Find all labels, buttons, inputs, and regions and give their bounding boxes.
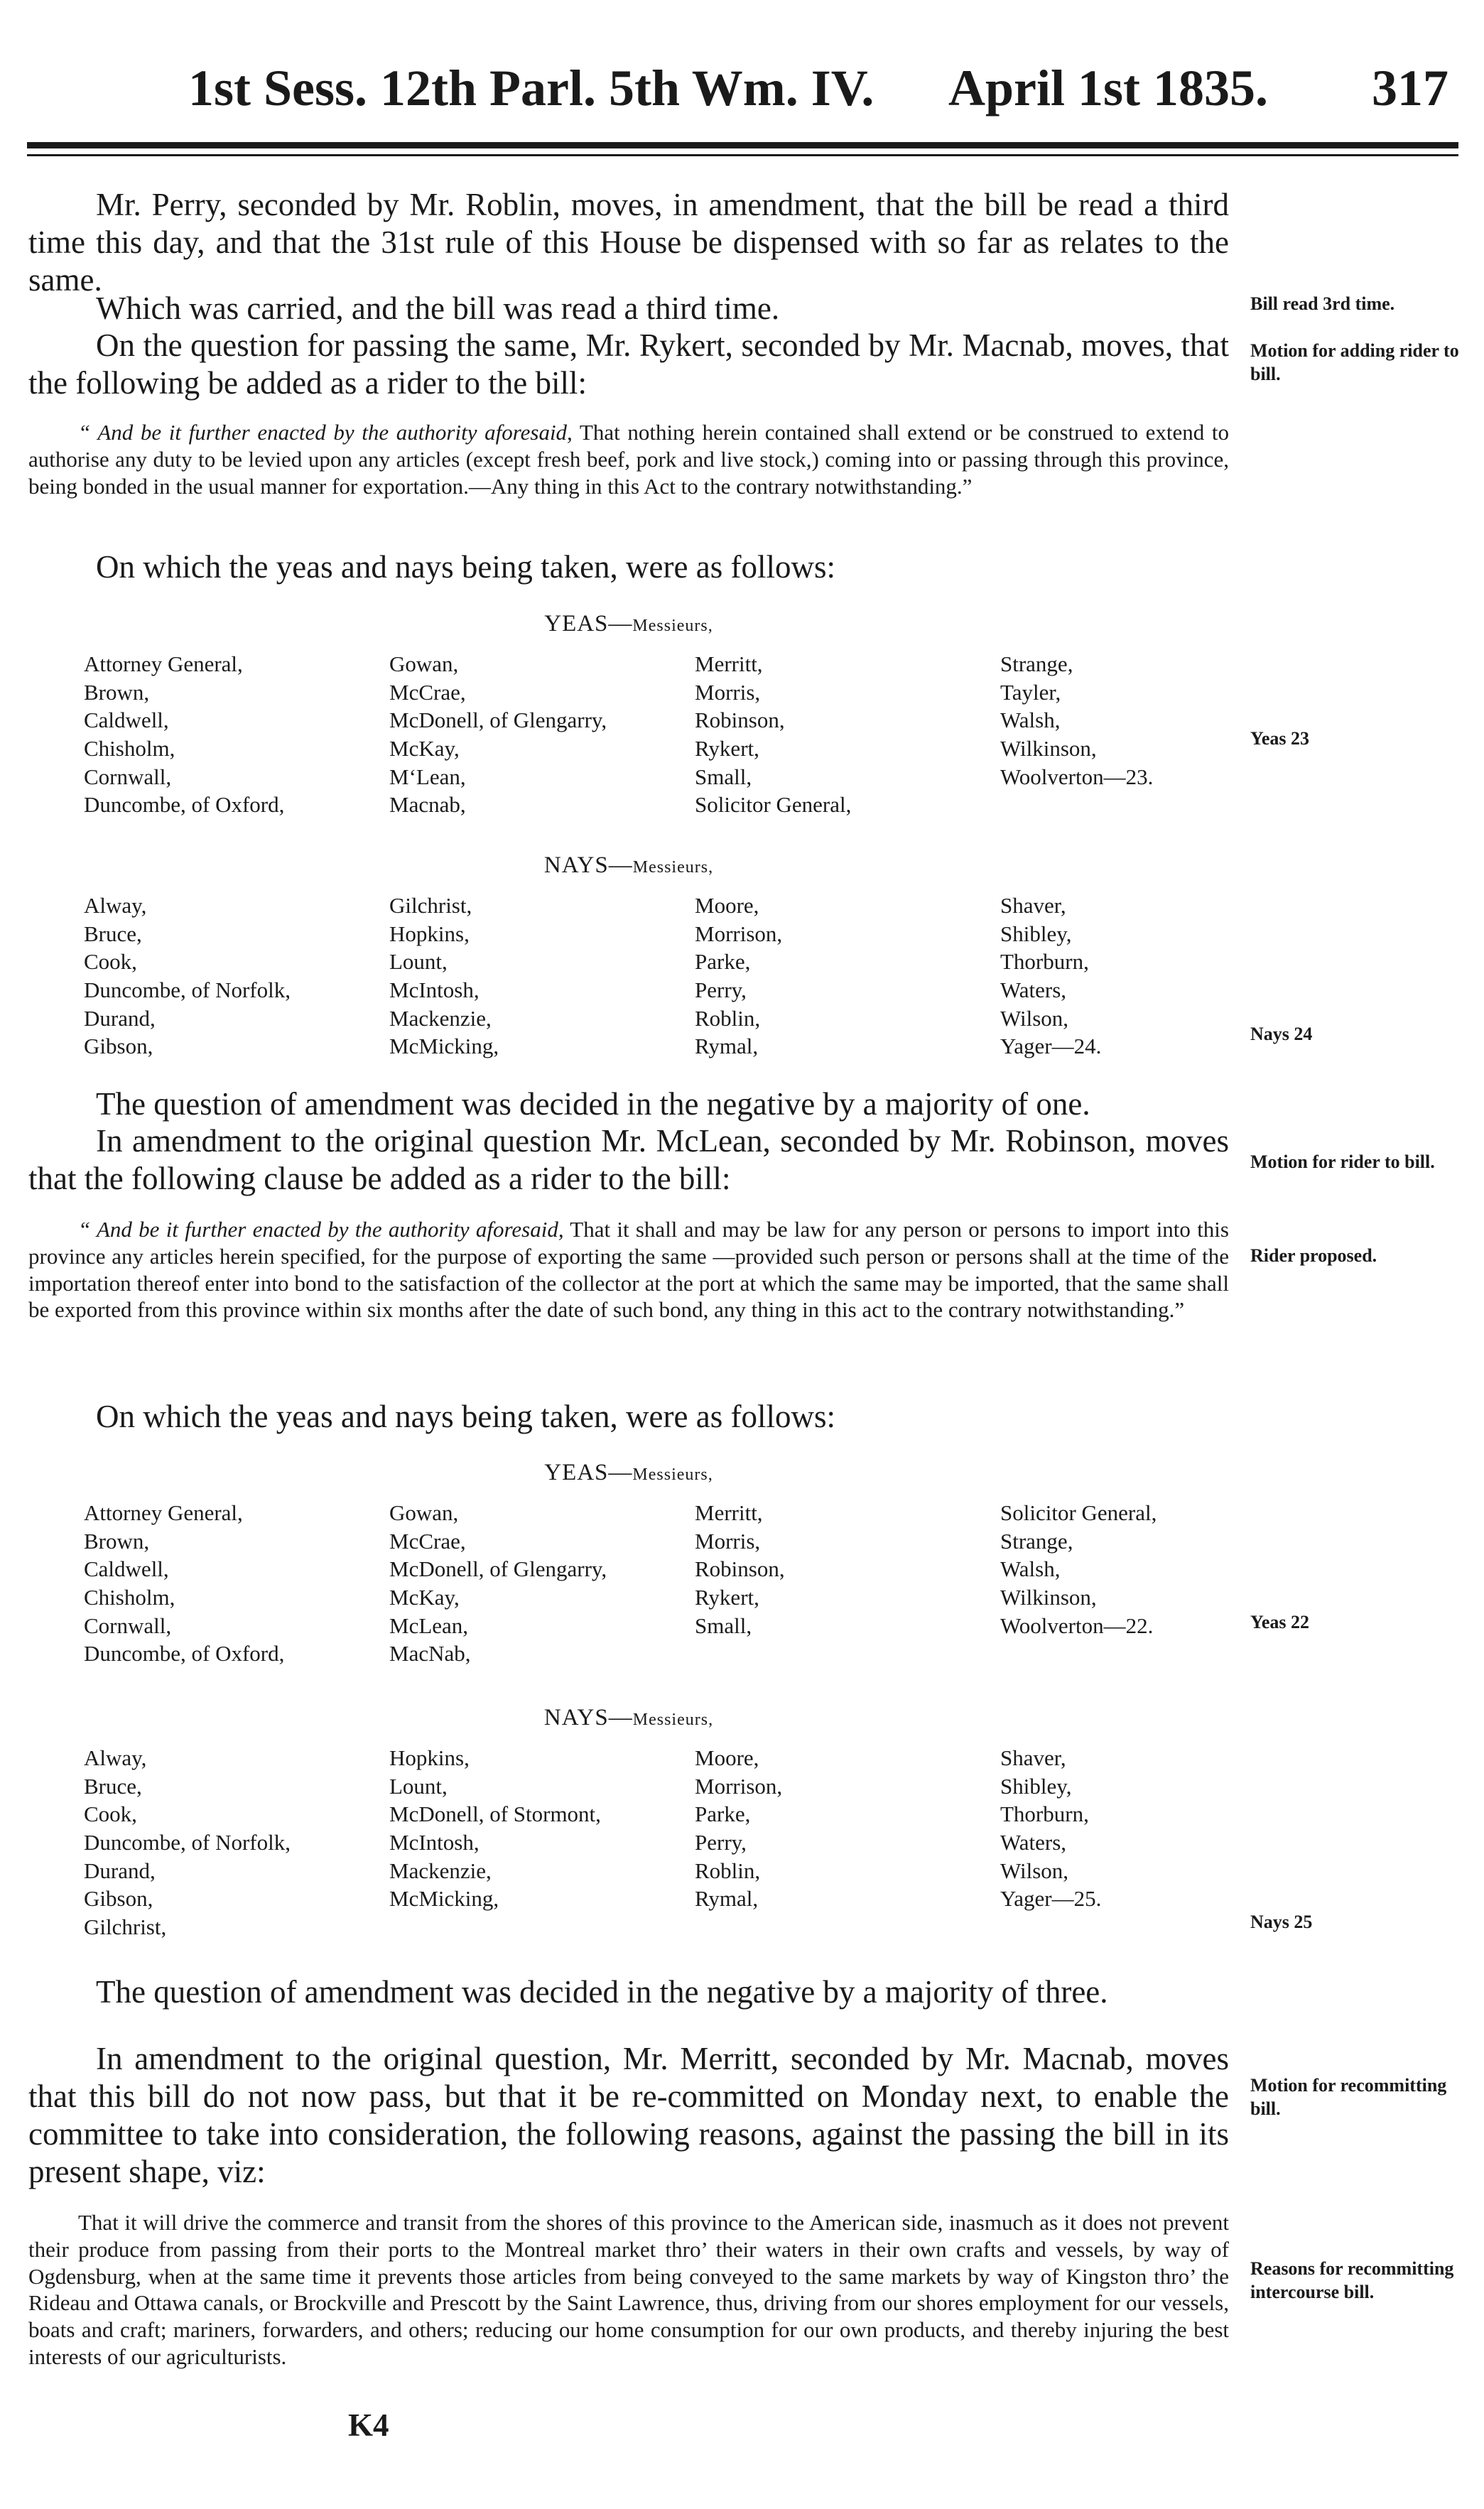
name <box>1000 791 1306 819</box>
yeas-heading: YEAS—Messieurs, <box>544 611 713 636</box>
name: Mackenzie, <box>389 1858 492 1883</box>
name: Duncombe, of Norfolk, <box>84 1830 291 1855</box>
name: Solicitor General, <box>1000 1500 1157 1525</box>
rider-quote-2 <box>28 1216 1229 1323</box>
margin-note-bill-read: Bill read 3rd time. <box>1250 293 1395 314</box>
name: Wilkinson, <box>1000 736 1097 762</box>
yeas-names-grid <box>84 650 1229 819</box>
name: MacNab, <box>389 1641 471 1667</box>
name: Strange, <box>1000 1528 1073 1554</box>
margin-note-nays-24: Nays 24 <box>1250 1024 1313 1044</box>
name: Yager—24. <box>1000 1034 1102 1059</box>
name: Gilchrist, <box>84 1914 167 1940</box>
name: Mackenzie, <box>389 1005 492 1031</box>
nays-names-grid <box>84 892 1229 1061</box>
name: Thorburn, <box>1000 949 1089 975</box>
name: Cook, <box>84 949 137 975</box>
name: Morrison, <box>695 921 783 946</box>
name: Gowan, <box>389 651 459 676</box>
paragraph-yeas-nays-2 <box>28 1398 1229 1436</box>
name: McLean, <box>389 1613 469 1638</box>
name: McDonell, of Glengarry, <box>389 708 607 733</box>
rider-quote-1 <box>28 419 1229 499</box>
paragraph-text: The question of amendment was decided in the negative by a majority of one. <box>96 1086 1090 1122</box>
name: Alway, <box>84 1745 147 1770</box>
yeas-heading: YEAS—Messieurs, <box>544 1460 713 1485</box>
name: Rykert, <box>695 736 759 762</box>
name: Waters, <box>1000 977 1067 1003</box>
name: Duncombe, of Oxford, <box>84 792 285 818</box>
name: Morrison, <box>695 1773 783 1799</box>
name: Small, <box>695 764 752 789</box>
margin-note-nays-25: Nays 25 <box>1250 1912 1313 1932</box>
name: Lount, <box>389 1773 448 1799</box>
name: McCrae, <box>389 679 466 705</box>
name: Robinson, <box>695 1556 785 1582</box>
name: Moore, <box>695 1745 759 1770</box>
name: Gibson, <box>84 1034 153 1059</box>
name: Brown, <box>84 679 150 705</box>
name: Shaver, <box>1000 1745 1066 1770</box>
name: McIntosh, <box>389 977 480 1003</box>
header-rule-thick <box>27 142 1458 148</box>
name: Perry, <box>695 1830 747 1855</box>
margin-note-motion-rider-2: Motion for rider to bill. <box>1250 1151 1435 1172</box>
name: Lount, <box>389 949 448 975</box>
name: Caldwell, <box>84 1556 169 1582</box>
paragraph-text: In amendment to the original question Mr. McLean, seconded by Mr. Robinson, moves that the following clause be added as a rider to the bill: <box>28 1123 1229 1197</box>
name <box>695 1913 1000 1941</box>
name: Woolverton—22. <box>1000 1613 1154 1638</box>
name: Morris, <box>695 679 761 705</box>
name: Gibson, <box>84 1886 153 1912</box>
margin-note-yeas-22: Yeas 22 <box>1250 1612 1310 1632</box>
name: Chisholm, <box>84 1585 175 1610</box>
name: Wilson, <box>1000 1005 1069 1031</box>
name: Hopkins, <box>389 1745 470 1770</box>
name: Brown, <box>84 1528 150 1554</box>
name: Parke, <box>695 949 751 975</box>
name: Walsh, <box>1000 708 1061 733</box>
vote2-nays <box>28 1705 1229 1941</box>
name: Bruce, <box>84 1773 142 1799</box>
name: McDonell, of Stormont, <box>389 1801 601 1827</box>
name: Durand, <box>84 1858 156 1883</box>
paragraph-carried <box>28 290 1229 327</box>
name: Merritt, <box>695 651 763 676</box>
name: Duncombe, of Norfolk, <box>84 977 291 1003</box>
signature-mark: K4 <box>348 2407 389 2443</box>
header-rule-thin <box>27 154 1458 156</box>
name: Cook, <box>84 1801 137 1827</box>
name: Durand, <box>84 1005 156 1031</box>
name: Macnab, <box>389 792 466 818</box>
name: McCrae, <box>389 1528 466 1554</box>
quote-text <box>28 1216 1229 1323</box>
quote-lead: “ And be it further enacted by the authority aforesaid, <box>78 420 573 445</box>
name: Rymal, <box>695 1886 759 1912</box>
margin-note-yeas-23: Yeas 23 <box>1250 728 1310 749</box>
name: Tayler, <box>1000 679 1061 705</box>
name: Gilchrist, <box>389 893 472 918</box>
name: McMicking, <box>389 1034 499 1059</box>
vote1-nays <box>28 852 1229 1061</box>
page-number: 317 <box>1372 60 1448 116</box>
paragraph-text: On which the yeas and nays being taken, were as follows: <box>96 549 835 585</box>
name: Merritt, <box>695 1500 763 1525</box>
name: Bruce, <box>84 921 142 946</box>
name: Wilkinson, <box>1000 1585 1097 1610</box>
name: Shibley, <box>1000 921 1072 946</box>
name: Rykert, <box>695 1585 759 1610</box>
name: Yager—25. <box>1000 1886 1102 1912</box>
paragraph-decided-one <box>28 1085 1229 1123</box>
date-title: April 1st 1835. <box>948 60 1268 116</box>
margin-note-motion-rider: Motion for adding rider to bill. <box>1250 340 1459 384</box>
name: Morris, <box>695 1528 761 1554</box>
paragraph-yeas-nays-1 <box>28 548 1229 586</box>
name: Cornwall, <box>84 764 172 789</box>
name: McKay, <box>389 1585 460 1610</box>
paragraph-merritt-motion <box>28 2040 1229 2191</box>
nays-heading: NAYS—Messieurs, <box>543 852 714 878</box>
name: Rymal, <box>695 1034 759 1059</box>
margin-note-motion-recommit: Motion for recommitting bill. <box>1250 2075 1447 2119</box>
name: Caldwell, <box>84 708 169 733</box>
paragraph-text: Which was carried, and the bill was read a third time. <box>96 291 780 326</box>
name: Woolverton—23. <box>1000 764 1154 789</box>
name: Parke, <box>695 1801 751 1827</box>
paragraph-mclean-motion <box>28 1122 1229 1198</box>
name: Perry, <box>695 977 747 1003</box>
name: McKay, <box>389 736 460 762</box>
vote1-yeas <box>28 611 1229 819</box>
name: Hopkins, <box>389 921 470 946</box>
name <box>1000 1640 1306 1668</box>
margin-note-rider-proposed: Rider proposed. <box>1250 1245 1377 1266</box>
name: Duncombe, of Oxford, <box>84 1641 285 1667</box>
reasons-text <box>28 2209 1229 2370</box>
paragraph-perry-motion <box>28 186 1229 299</box>
name: Roblin, <box>695 1005 761 1031</box>
paragraph-rykert-motion <box>28 327 1229 402</box>
name: McIntosh, <box>389 1830 480 1855</box>
session-title: 1st Sess. 12th Parl. 5th Wm. IV. <box>188 60 874 116</box>
name: M‘Lean, <box>389 764 466 789</box>
name: Moore, <box>695 893 759 918</box>
name: McDonell, of Glengarry, <box>389 1556 607 1582</box>
name: Wilson, <box>1000 1858 1069 1883</box>
name: Waters, <box>1000 1830 1067 1855</box>
yeas-names-grid <box>84 1499 1229 1668</box>
name <box>389 1913 695 1941</box>
margin-note-reasons: Reasons for recommitting intercourse bill. <box>1250 2258 1454 2302</box>
paragraph-text: The question of amendment was decided in the negative by a majority of three. <box>96 1974 1108 2010</box>
name: Robinson, <box>695 708 785 733</box>
name: Walsh, <box>1000 1556 1061 1582</box>
paragraph-text: On the question for passing the same, Mr. Rykert, seconded by Mr. Macnab, moves, that the following be added as a rider to the bill: <box>28 327 1229 401</box>
nays-names-grid <box>84 1744 1229 1941</box>
nays-heading: NAYS—Messieurs, <box>543 1705 714 1730</box>
name: Gowan, <box>389 1500 459 1525</box>
paragraph-text: Mr. Perry, seconded by Mr. Roblin, moves, in amendment, that the bill be read a third time this day, and that the 31st rule of this House be dispensed with so far as relates to the same. <box>28 187 1229 298</box>
name: Strange, <box>1000 651 1073 676</box>
paragraph-text: On which the yeas and nays being taken, were as follows: <box>96 1399 835 1434</box>
quote-lead: “ And be it further enacted by the authority aforesaid, <box>78 1217 564 1242</box>
name: Shibley, <box>1000 1773 1072 1799</box>
page-header <box>0 0 1484 142</box>
name: McMicking, <box>389 1886 499 1912</box>
name: Attorney General, <box>84 651 243 676</box>
name: Alway, <box>84 893 147 918</box>
name: Shaver, <box>1000 893 1066 918</box>
quote-body: That nothing herein contained shall extend or be construed to extend to authorise any duty to be levied upon any articles (except fresh beef, pork and live stock,) coming into or passing through this province, being bonded in the usual manner for exportation.—Any thing in this Act to the contrary notwithstanding.” <box>28 420 1229 499</box>
quote-text: That it will drive the commerce and transit from the shores of this province to the American side, inasmuch as it does not prevent their produce from passing from their ports to the Montreal market thro’ their waters in their own crafts and vessels, by way of Ogdensburg, when at the same time it prevents those articles from being conveyed to the same markets by way of Kingston thro’ the Rideau and Ottawa canals, or Brockville and Prescott by the Saint Lawrence, thus, driving from our shores employment for our vessels, boats and craft; mariners, forwarders, and others; reducing our home consumption for our own products, and thereby injuring the best interests of our agriculturists. <box>28 2210 1229 2370</box>
name: Cornwall, <box>84 1613 172 1638</box>
paragraph-decided-three <box>28 1973 1229 2011</box>
name: Chisholm, <box>84 736 175 762</box>
name: Thorburn, <box>1000 1801 1089 1827</box>
quote-text <box>28 419 1229 499</box>
name: Attorney General, <box>84 1500 243 1525</box>
quote-body: That it shall and may be law for any person or persons to import into this province any articles herein specified, for the purpose of exporting the same —provided such person or persons shall at the time of the importation thereof enter into bond to the satisfaction of the collector at the port at which the same may be imported, that the same shall be exported from this province within six months after the date of such bond, any thing in this act to the contrary notwithstanding.” <box>28 1217 1229 1323</box>
name: Small, <box>695 1613 752 1638</box>
vote2-yeas <box>28 1460 1229 1668</box>
paragraph-text: In amendment to the original question, Mr. Merritt, seconded by Mr. Macnab, moves that this bill do not now pass, but that it be re-committed on Monday next, to enable the committee to take into consideration, the following reasons, against the passing the bill in its present shape, viz: <box>28 2041 1229 2190</box>
name: Solicitor General, <box>695 792 852 818</box>
name: Roblin, <box>695 1858 761 1883</box>
name <box>695 1640 1000 1668</box>
